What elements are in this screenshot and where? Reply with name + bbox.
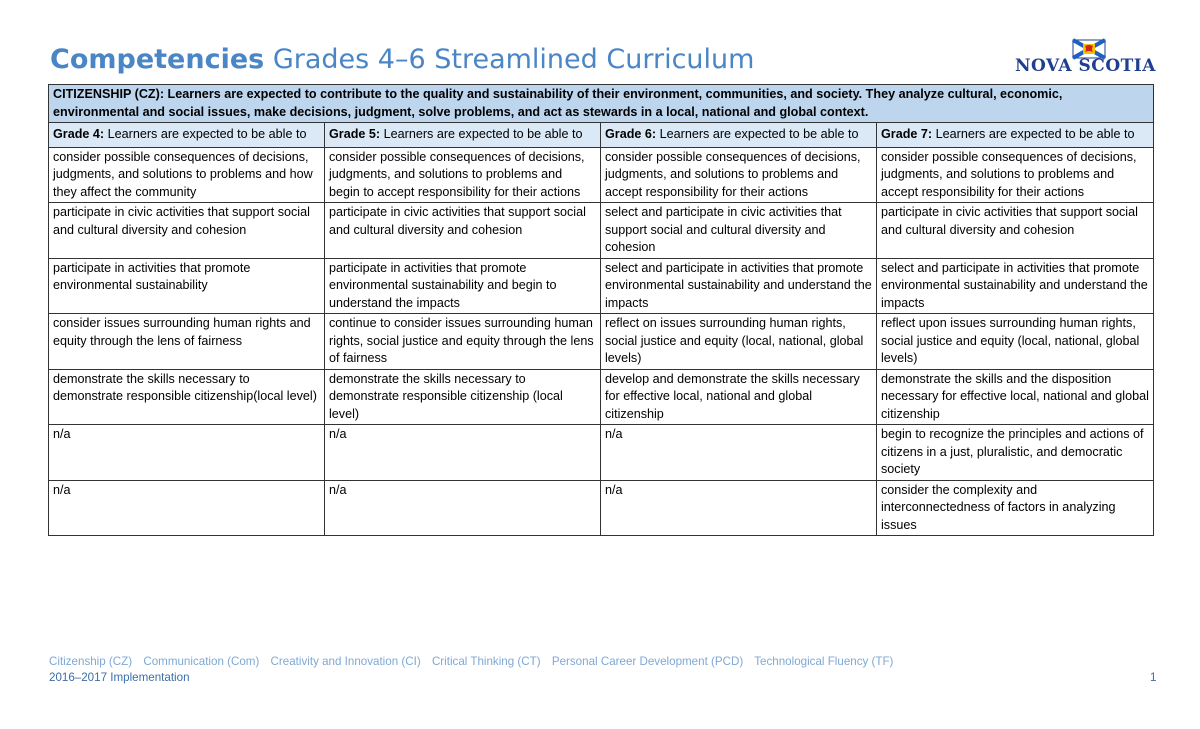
column-header-text: Learners are expected to be able to — [107, 127, 307, 141]
page-title-rest: Grades 4–6 Streamlined Curriculum — [272, 44, 755, 75]
table-row — [49, 480, 1154, 536]
table-cell: select and participate in civic activities that support social and cultural diversity and cohesion — [601, 203, 877, 259]
table-cell: participate in civic activities that support social and cultural diversity and cohesion — [325, 203, 601, 259]
table-cell: n/a — [601, 480, 877, 536]
table-cell: participate in activities that promote environmental sustainability — [49, 258, 325, 314]
page-title-bold: Competencies — [50, 44, 265, 75]
intro-cell — [49, 85, 1154, 123]
column-header-text: Learners are expected to be able to — [659, 127, 859, 141]
table-cell: demonstrate the skills necessary to demonstrate responsible citizenship(local level) — [49, 369, 325, 425]
footer-category: Citizenship (CZ) — [49, 655, 133, 668]
table-row — [49, 258, 1154, 314]
table-cell: begin to recognize the principles and actions of citizens in a just, pluralistic, and democratic society — [877, 425, 1154, 481]
table-cell: demonstrate the skills and the disposition necessary for effective local, national and global citizenship — [877, 369, 1154, 425]
column-header-grade: Grade 6: — [605, 127, 657, 141]
footer-implementation: 2016–2017 Implementation — [49, 671, 190, 684]
table-cell: n/a — [49, 425, 325, 481]
table-cell: consider issues surrounding human rights and equity through the lens of fairness — [49, 314, 325, 370]
intro-label: CITIZENSHIP (CZ): — [53, 87, 165, 101]
table-cell: participate in civic activities that support social and cultural diversity and cohesion — [877, 203, 1154, 259]
table-cell: consider possible consequences of decisions, judgments, and solutions to problems and accept responsibility for their actions — [877, 147, 1154, 203]
competency-table — [48, 84, 1154, 536]
column-header-grade-4 — [49, 123, 325, 148]
intro-text: Learners are expected to contribute to the quality and sustainability of their environment, communities, and society. They analyze cultural, economic, environmental and social issues, make decisions, judgment, solve problems, and act as stewards in a local, national and global context. — [53, 87, 1063, 119]
table-row — [49, 425, 1154, 481]
table-cell: n/a — [325, 480, 601, 536]
footer-category: Personal Career Development (PCD) — [551, 655, 744, 668]
header-row — [49, 123, 1154, 148]
nova-scotia-logo — [1015, 38, 1156, 78]
table-cell: participate in civic activities that support social and cultural diversity and cohesion — [49, 203, 325, 259]
footer-category: Critical Thinking (CT) — [431, 655, 541, 668]
table-row — [49, 147, 1154, 203]
page-number: 1 — [1150, 671, 1157, 684]
table-cell: develop and demonstrate the skills necessary for effective local, national and global citizenship — [601, 369, 877, 425]
table-cell: consider possible consequences of decisions, judgments, and solutions to problems and begin to accept responsibility for their actions — [325, 147, 601, 203]
column-header-grade: Grade 7: — [881, 127, 933, 141]
table-row — [49, 203, 1154, 259]
table-cell: participate in activities that promote environmental sustainability and begin to understand the impacts — [325, 258, 601, 314]
table-cell: reflect on issues surrounding human rights, social justice and equity (local, national, global levels) — [601, 314, 877, 370]
table-cell: consider possible consequences of decisions, judgments, and solutions to problems and accept responsibility for their actions — [601, 147, 877, 203]
footer-category: Creativity and Innovation (CI) — [270, 655, 421, 668]
table-cell: demonstrate the skills necessary to demonstrate responsible citizenship (local level) — [325, 369, 601, 425]
table-cell: reflect upon issues surrounding human rights, social justice and equity (local, national, global levels) — [877, 314, 1154, 370]
table-cell: consider the complexity and interconnectedness of factors in analyzing issues — [877, 480, 1154, 536]
table-cell: n/a — [601, 425, 877, 481]
column-header-grade-6 — [601, 123, 877, 148]
table-row — [49, 314, 1154, 370]
footer-competency-list — [49, 655, 901, 668]
footer-category: Communication (Com) — [143, 655, 260, 668]
column-header-text: Learners are expected to be able to — [935, 127, 1135, 141]
table-row — [49, 369, 1154, 425]
table-cell: n/a — [325, 425, 601, 481]
column-header-grade-5 — [325, 123, 601, 148]
column-header-grade: Grade 5: — [329, 127, 381, 141]
column-header-text: Learners are expected to be able to — [383, 127, 583, 141]
footer-category: Technological Fluency (TF) — [754, 655, 894, 668]
intro-row — [49, 85, 1154, 123]
table-cell: select and participate in activities that promote environmental sustainability and understand the impacts — [601, 258, 877, 314]
logo-wordmark: NOVA SCOTIA — [1015, 56, 1156, 76]
table-cell: continue to consider issues surrounding human rights, social justice and equity through the lens of fairness — [325, 314, 601, 370]
table-cell: consider possible consequences of decisions, judgments, and solutions to problems and how they affect the community — [49, 147, 325, 203]
column-header-grade-7 — [877, 123, 1154, 148]
table-cell: select and participate in activities that promote environmental sustainability and understand the impacts — [877, 258, 1154, 314]
column-header-grade: Grade 4: — [53, 127, 105, 141]
table-cell: n/a — [49, 480, 325, 536]
page-title — [50, 44, 754, 75]
